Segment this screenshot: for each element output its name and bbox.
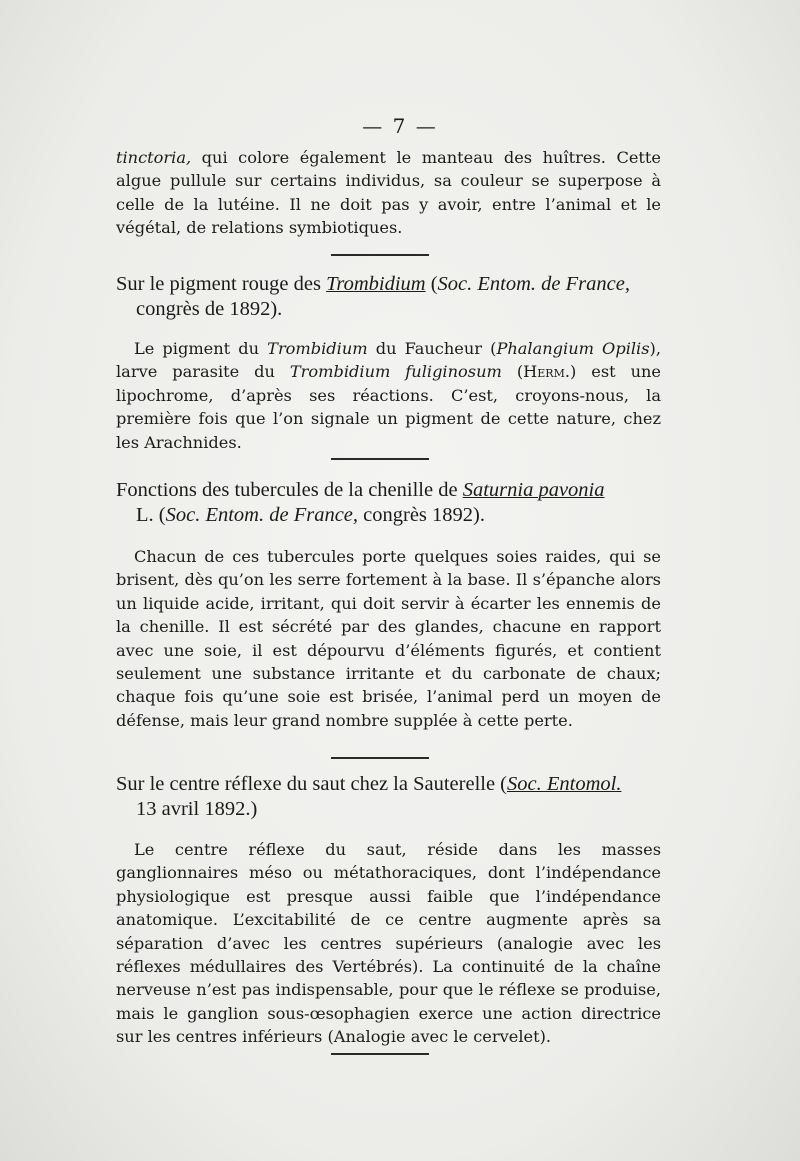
section3-heading	[116, 772, 666, 822]
section-divider	[331, 254, 429, 256]
section-divider	[331, 458, 429, 460]
section3-heading-soc: Soc. Entomol.	[507, 773, 622, 795]
s1-species: Phalangium Opilis	[496, 339, 650, 358]
section2-heading-b: L. (	[136, 504, 166, 526]
section2-heading-genus: Saturnia pavonia	[462, 479, 605, 501]
s1-text-e: ) est une lipochrome, d’après ses réactions. C’est, croyons-nous, la première fois que l’on signale un pigment de cette nature, chez les Arachnides.	[116, 362, 661, 452]
section1-heading-c: congrès de 1892).	[136, 298, 283, 320]
section1-heading-soc: Soc. Entom. de France,	[437, 273, 630, 295]
section1-heading	[116, 272, 666, 322]
intro-term: tinctoria,	[116, 148, 192, 167]
intro-paragraph	[116, 146, 661, 240]
s1-genus: Trombidium	[267, 339, 368, 358]
section1-heading-a: Sur le pigment rouge des	[116, 273, 327, 295]
section-divider	[331, 757, 429, 759]
section2-heading-c: congrès 1892).	[358, 504, 485, 526]
section1-heading-genus: Trombidium	[326, 273, 426, 295]
section3-heading-b: 13 avril 1892.)	[136, 798, 258, 820]
section-divider	[331, 1053, 429, 1055]
page-number: — 7 —	[362, 114, 438, 138]
s1-author: Herm.	[523, 362, 570, 382]
section1-paragraph	[116, 337, 661, 454]
section2-paragraph: Chacun de ces tubercules porte quelques soies raides, qui se brisent, dès qu’on les serre fortement à la base. Il s’épanche alors un liquide acide, irritant, qui doit servir à écarter les ennemis de la chenille. Il est sécrété par des glandes, chacune en rapport avec une soie, il est dépourvu d’éléments figurés, et contient seulement une substance irritante et du carbonate de chaux; chaque fois qu’une soie est brisée, l’animal perd un moyen de défense, mais leur grand nombre supplée à cette perte.	[116, 547, 661, 730]
s1-text-d: (	[501, 362, 524, 382]
intro-text: qui colore également le manteau des huîtres. Cette algue pullule sur certains individus, sa couleur se superpose à celle de la lutéine. Il ne doit pas y avoir, entre l’animal et le végétal, de relations symbiotiques.	[116, 148, 661, 238]
section2-heading-soc: Soc. Entom. de France,	[165, 504, 359, 526]
section2-heading	[116, 478, 666, 528]
s1-text-c: ), larve parasite du	[116, 339, 661, 382]
section3-heading-a: Sur le centre réflexe du saut chez la Sauterelle (	[116, 773, 508, 795]
section3-paragraph: Le centre réflexe du saut, réside dans les masses ganglionnaires méso ou métathoraciques, dont l’indépendance physiologique est presque aussi faible que l’indépendance anatomique. L’excitabilité de ce centre augmente après sa séparation d’avec les centres supérieurs (analogie avec les réflexes médullaires des Vertébrés). La continuité de la chaîne nerveuse n’est pas indispensable, pour que le réflexe se produise, mais le ganglion sous-œsophagien exerce une action directrice sur les centres inférieurs (Analogie avec le cervelet).	[116, 840, 661, 1047]
s1-species2: Trombidium fuliginosum	[289, 362, 502, 382]
section1-heading-b: (	[425, 273, 438, 295]
s1-text-b: du Faucheur (	[367, 339, 497, 358]
section2-heading-a: Fonctions des tubercules de la chenille de	[116, 479, 463, 501]
s1-text-a: Le pigment du	[134, 339, 268, 358]
